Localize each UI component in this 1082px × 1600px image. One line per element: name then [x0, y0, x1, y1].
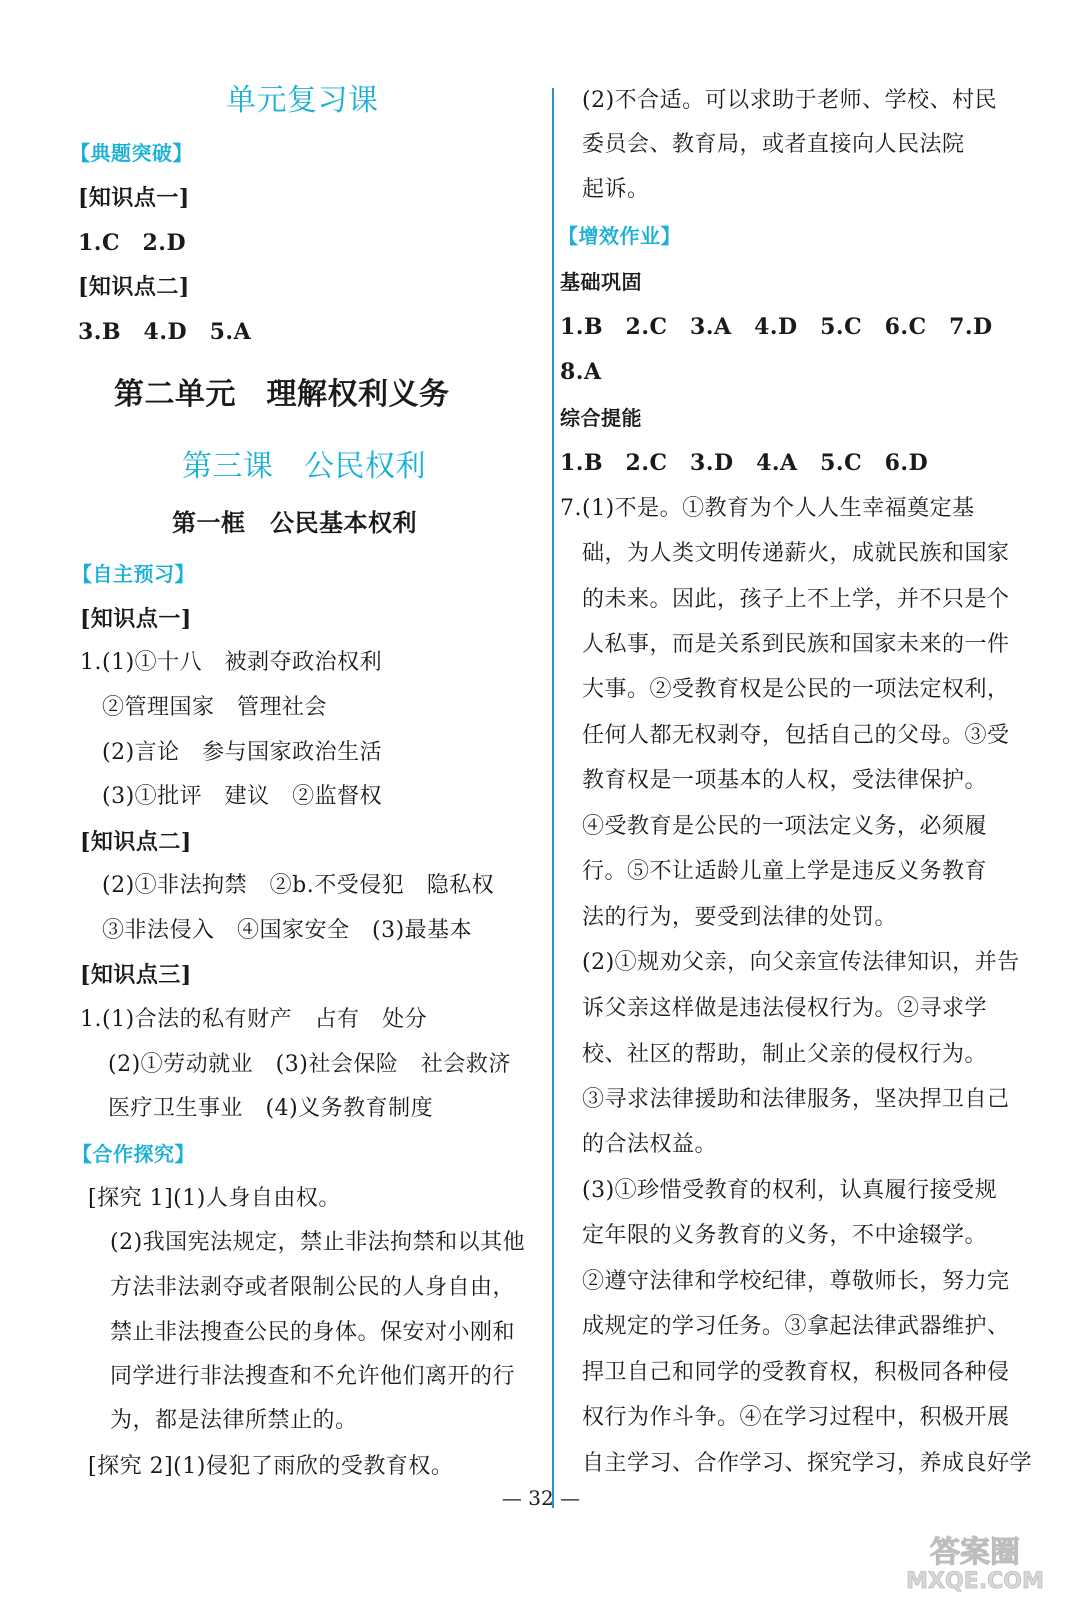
- tag-cooperation: 【合作探究】: [72, 1142, 195, 1166]
- q7-line: 人私事，而是关系到民族和国家未来的一件: [582, 632, 1010, 657]
- q7-line: (3)①珍惜受教育的权利，认真履行接受规: [582, 1178, 998, 1203]
- comprehensive-heading: 综合提能: [560, 406, 642, 430]
- q7-line: 诉父亲这样做是违法侵权行为。②寻求学: [582, 996, 988, 1021]
- q7-line: (2)①规劝父亲，向父亲宣传法律知识，并告: [582, 950, 1020, 975]
- lesson-title: 第三课 公民权利: [182, 449, 426, 484]
- preview-kp3-line: 医疗卫生事业 (4)义务教育制度: [108, 1096, 434, 1121]
- preview-kp3-line: 1.(1)合法的私有财产 占有 处分: [80, 1007, 428, 1032]
- q7-line: 任何人都无权剥夺，包括自己的父母。③受: [582, 723, 1010, 748]
- watermark-line2: MXQE.COM: [906, 1569, 1044, 1592]
- basic-answers: 1.B 2.C 3.A 4.D 5.C 6.C 7.D: [560, 314, 993, 340]
- exploration-2-line: [探究 2](1)侵犯了雨欣的受教育权。: [88, 1454, 454, 1479]
- tag-breakthrough: 【典题突破】: [70, 141, 193, 165]
- watermark-line1: 答案圈: [930, 1535, 1020, 1570]
- preview-kp3-line: (2)①劳动就业 (3)社会保险 社会救济: [108, 1052, 511, 1077]
- preview-kp1-line: ②管理国家 管理社会: [102, 695, 328, 720]
- answer-line: (2)不合适。可以求助于老师、学校、村民: [582, 88, 998, 113]
- q7-line: ④受教育是公民的一项法定义务，必须履: [582, 814, 988, 839]
- exploration-1-line: (2)我国宪法规定，禁止非法拘禁和以其他: [110, 1230, 526, 1255]
- q7-line: 的合法权益。: [582, 1132, 718, 1157]
- knowledge-point-2: [知识点二]: [78, 274, 190, 300]
- q7-line: 法的行为，要受到法律的处罚。: [582, 905, 898, 930]
- q7-line: ③寻求法律援助和法律服务，坚决捍卫自己: [582, 1087, 1010, 1112]
- q7-line: 础，为人类文明传递薪火，成就民族和国家: [582, 541, 1010, 566]
- watermark-logo: [880, 1528, 1070, 1592]
- preview-knowledge-point-1: [知识点一]: [80, 606, 192, 632]
- q7-line: 校、社区的帮助，制止父亲的侵权行为。: [582, 1042, 988, 1067]
- review-lesson-title: 单元复习课: [226, 83, 379, 118]
- q7-line: 定年限的义务教育的义务，不中途辍学。: [582, 1223, 988, 1248]
- q7-line: ②遵守法律和学校纪律，尊敬师长，努力完: [582, 1269, 1010, 1294]
- q7-line: 行。⑤不让适龄儿童上学是违反义务教育: [582, 859, 988, 884]
- kp1-answers: 1.C 2.D: [78, 230, 187, 256]
- answer-line: 起诉。: [582, 177, 650, 202]
- preview-kp1-line: (2)言论 参与国家政治生活: [102, 740, 383, 765]
- comprehensive-answers: 1.B 2.C 3.D 4.A 5.C 6.D: [560, 450, 929, 476]
- page-number: — 32 —: [501, 1486, 581, 1510]
- preview-kp2-line: (2)①非法拘禁 ②b.不受侵犯 隐私权: [102, 873, 495, 898]
- preview-kp1-line: (3)①批评 建议 ②监督权: [102, 784, 383, 809]
- basic-answers: 8.A: [560, 359, 602, 385]
- q7-line: 成规定的学习任务。③拿起法律武器维护、: [582, 1314, 1010, 1339]
- exploration-1-line: 同学进行非法搜查和不允许他们离开的行: [110, 1364, 516, 1389]
- column-divider: [552, 88, 554, 1508]
- unit-title: 第二单元 理解权利义务: [114, 377, 450, 412]
- basic-consolidation-heading: 基础巩固: [560, 270, 642, 294]
- exploration-1-line: 禁止非法搜查公民的身体。保安对小刚和: [110, 1320, 516, 1345]
- q7-line: 的未来。因此，孩子上不上学，并不只是个: [582, 587, 1010, 612]
- q7-line: 7.(1)不是。①教育为个人人生幸福奠定基: [560, 496, 975, 521]
- q7-line: 教育权是一项基本的人权，受法律保护。: [582, 768, 988, 793]
- kp2-answers: 3.B 4.D 5.A: [78, 319, 252, 345]
- answer-line: 委员会、教育局，或者直接向人民法院: [582, 132, 965, 157]
- knowledge-point-1: [知识点一]: [78, 185, 190, 211]
- q7-line: 权行为作斗争。④在学习过程中，积极开展: [582, 1405, 1010, 1430]
- q7-line: 自主学习、合作学习、探究学习，养成良好学: [582, 1451, 1033, 1476]
- q7-line: 捍卫自己和同学的受教育权，积极同各种侵: [582, 1360, 1010, 1385]
- tag-preview: 【自主预习】: [72, 562, 195, 586]
- exploration-1-line: 为，都是法律所禁止的。: [110, 1408, 358, 1433]
- q7-line: 大事。②受教育权是公民的一项法定权利，: [582, 677, 1010, 702]
- preview-kp2-line: ③非法侵入 ④国家安全 (3)最基本: [102, 918, 473, 943]
- preview-kp1-line: 1.(1)①十八 被剥夺政治权利: [80, 650, 383, 675]
- preview-knowledge-point-2: [知识点二]: [80, 829, 192, 855]
- tag-homework: 【增效作业】: [558, 224, 681, 248]
- preview-knowledge-point-3: [知识点三]: [80, 962, 192, 988]
- exploration-1-line: [探究 1](1)人身自由权。: [88, 1186, 341, 1211]
- exploration-1-line: 方法非法剥夺或者限制公民的人身自由，: [110, 1275, 516, 1300]
- frame-title: 第一框 公民基本权利: [172, 509, 417, 537]
